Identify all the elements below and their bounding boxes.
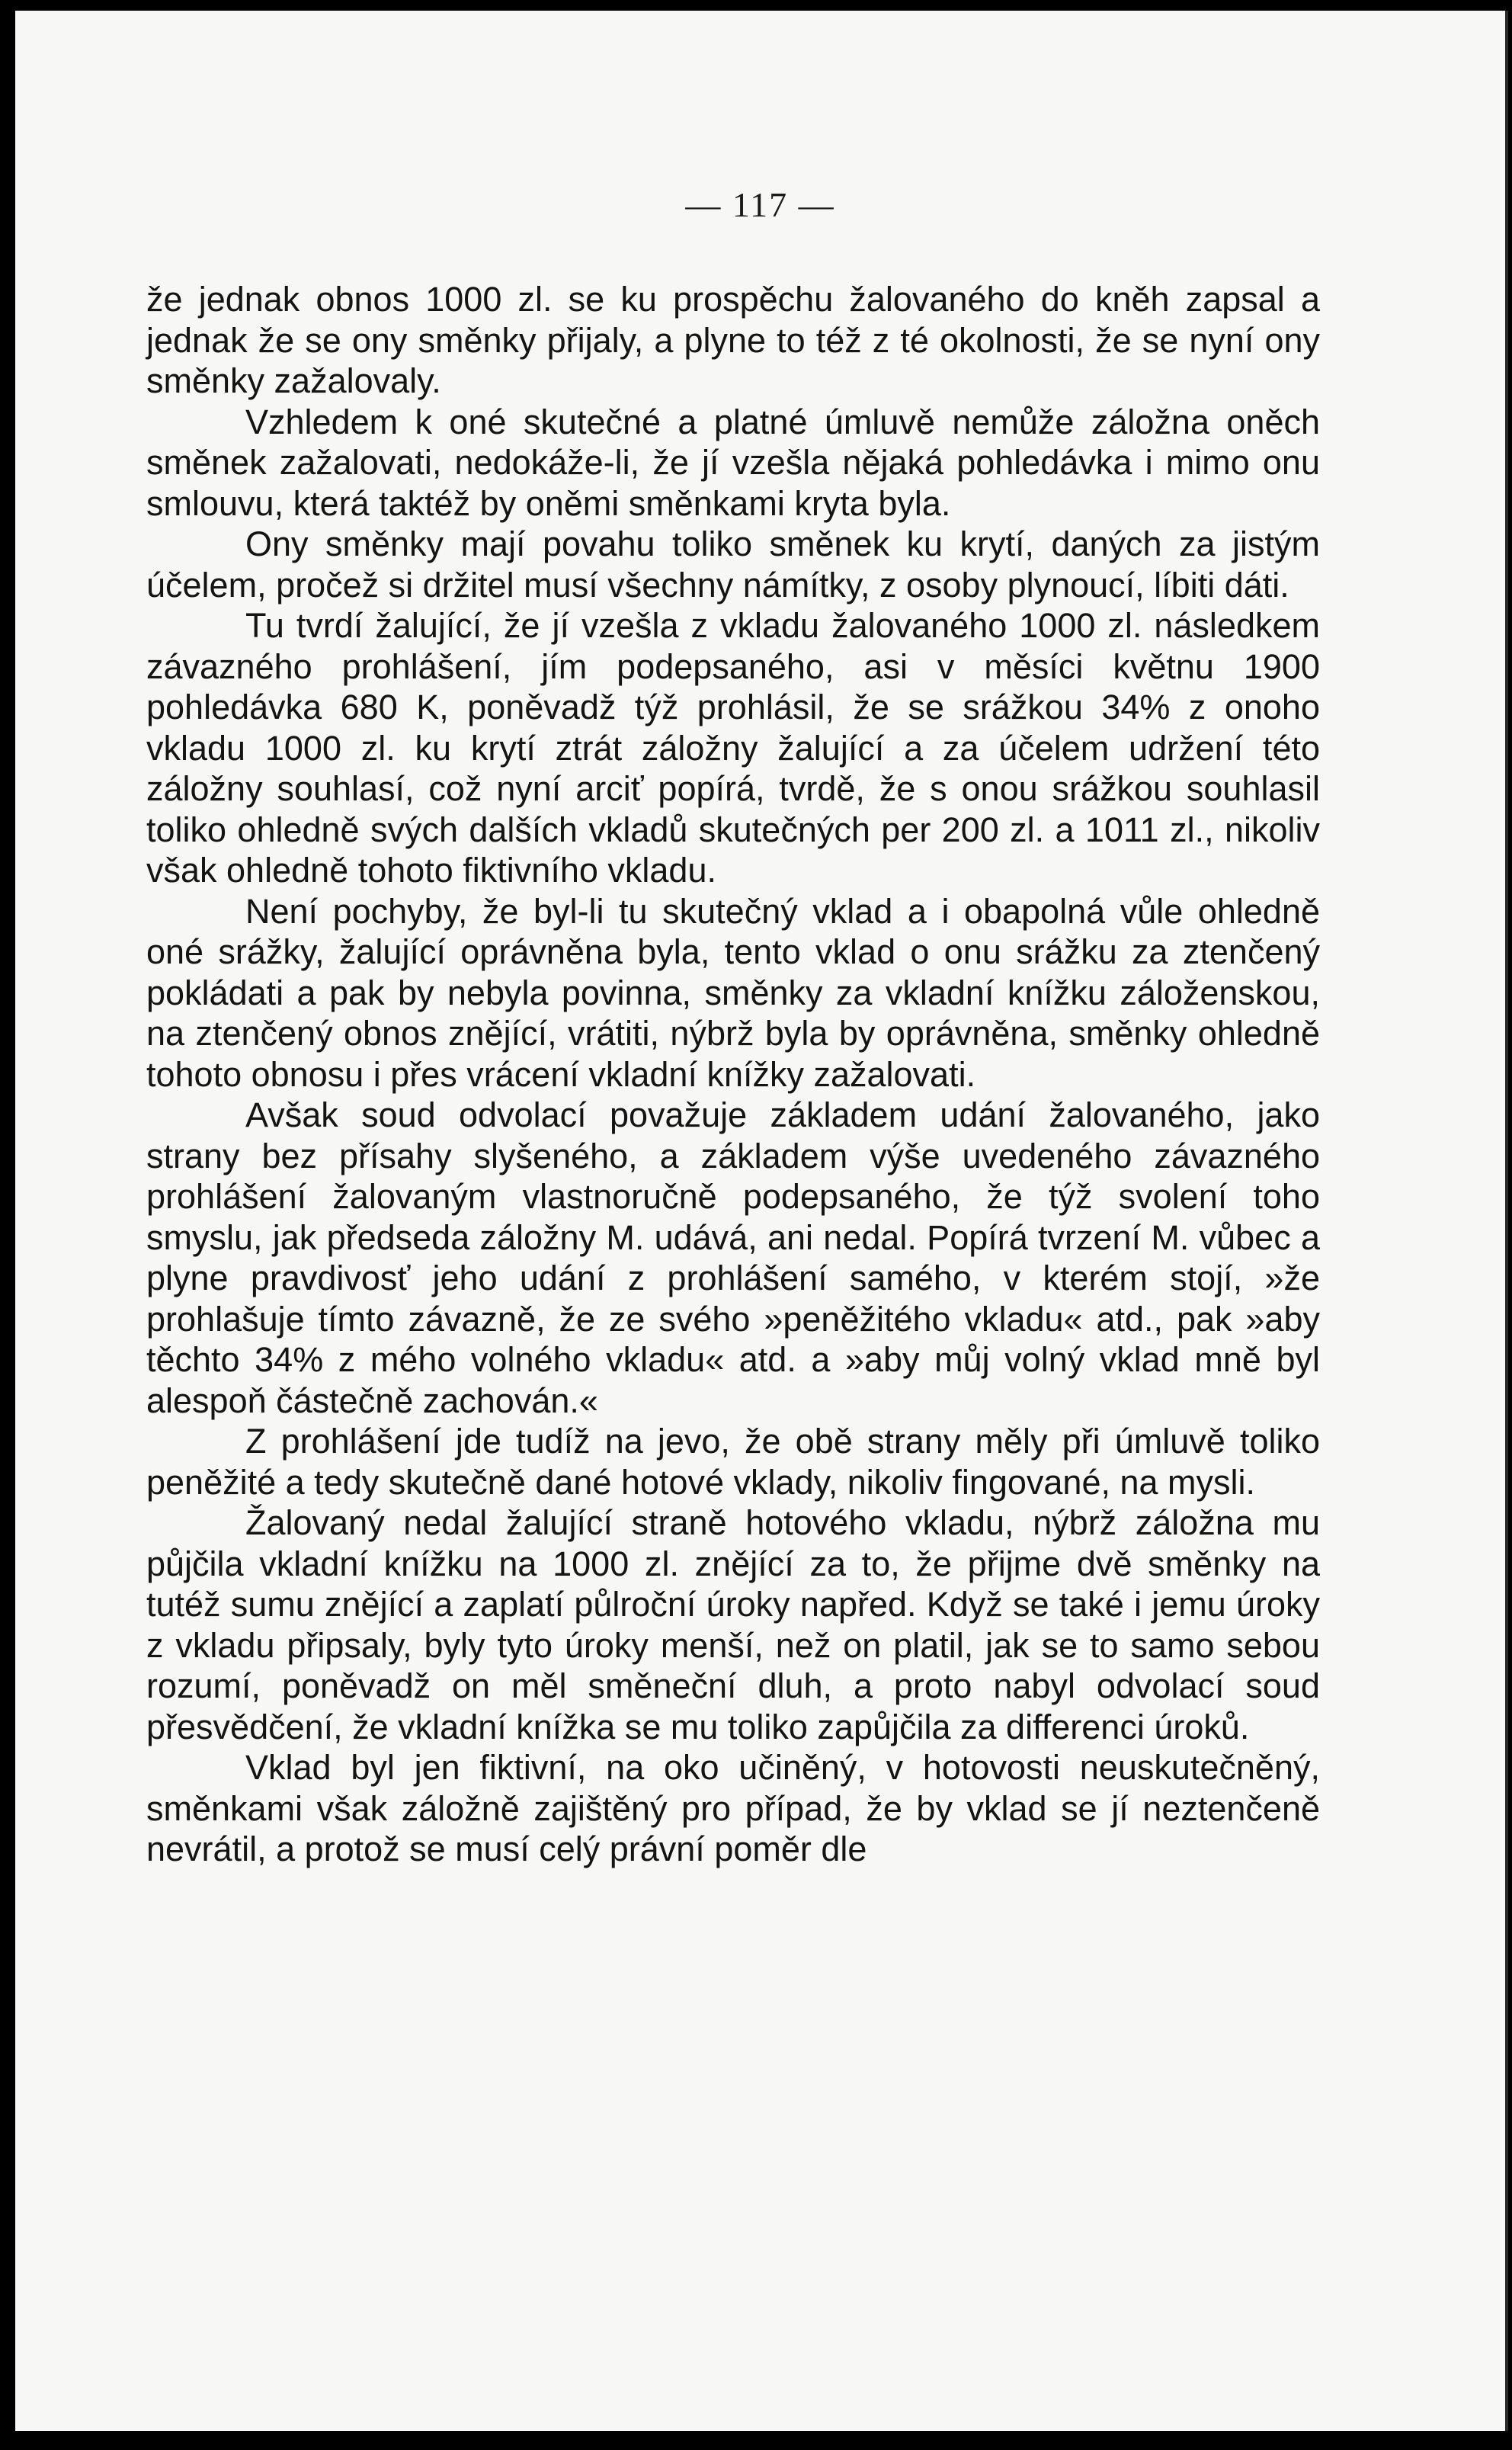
paragraph: Vzhledem k oné skutečné a platné úmluvě nemůže záložna oněch směnek zažalovati, nedokáže-li, že jí vzešla nějaká pohledávka i mimo onu smlouvu, která taktéž by oněmi směnkami kryta byla. — [146, 402, 1320, 523]
paragraph: Ony směnky mají povahu toliko směnek ku krytí, daných za jistým účelem, pročež si držitel musí všechny námítky, z osoby plynoucí, líbiti dáti. — [146, 524, 1320, 604]
paragraph: Vklad byl jen fiktivní, na oko učiněný, v hotovosti neuskutečněný, směnkami však záložně zajištěný pro případ, že by vklad se jí neztenčeně nevrátil, a protož se musí celý právní poměr dle — [146, 1748, 1320, 1868]
paragraph: Tu tvrdí žalující, že jí vzešla z vkladu žalovaného 1000 zl. následkem závazného prohlášení, jím podepsaného, asi v měsíci květnu 1900 pohledávka 680 K, poněvadž týž prohlásil, že se srážkou 34% z onoho vkladu 1000 zl. ku krytí ztrát záložny žalující a za účelem udržení této záložny souhlasí, což nyní arciť popírá, tvrdě, že s onou srážkou souhlasil toliko ohledně svých dalších vkladů skutečných per 200 zl. a 1011 zl., nikoliv však ohledně tohoto fiktivního vkladu. — [146, 606, 1320, 890]
body-text — [146, 279, 1320, 1870]
paragraph: Není pochyby, že byl-li tu skutečný vklad a i obapolná vůle ohledně oné srážky, žalující oprávněna byla, tento vklad o onu srážku za ztenčený pokládati a pak by nebyla povinna, směnky za vkladní knížku záloženskou, na ztenčený obnos znějící, vrátiti, nýbrž byla by oprávněna, směnky ohledně tohoto obnosu i přes vrácení vkladní knížky zažalovati. — [146, 891, 1320, 1094]
book-page — [15, 11, 1508, 2431]
page-number: — 117 — — [685, 185, 835, 224]
paragraph-continuation: že jednak obnos 1000 zl. se ku prospěchu žalovaného do kněh zapsal a jednak že se ony směnky přijaly, a plyne to též z té okolnosti, že se nyní ony směnky zažalovaly. — [146, 280, 1320, 400]
paragraph: Žalovaný nedal žalující straně hotového vkladu, nýbrž záložna mu půjčila vkladní knížku na 1000 zl. znějící za to, že přijme dvě směnky na tutéž sumu znějící a zaplatí půlroční úroky napřed. Když se také i jemu úroky z vkladu připsaly, byly tyto úroky menší, než on platil, jak se to samo sebou rozumí, poněvadž on měl směneční dluh, a proto nabyl odvolací soud přesvědčení, že vkladní knížka se mu toliko zapůjčila za differenci úroků. — [146, 1503, 1320, 1746]
paragraph: Z prohlášení jde tudíž na jevo, že obě strany měly při úmluvě toliko peněžité a tedy skutečně dané hotové vklady, nikoliv fingované, na mysli. — [146, 1422, 1320, 1502]
paragraph: Avšak soud odvolací považuje základem udání žalovaného, jako strany bez přísahy slyšeného, a základem výše uvedeného závazného prohlášení žalovaným vlastnoručně podepsaného, že týž svolení toho smyslu, jak předseda záložny M. udává, ani nedal. Popírá tvrzení M. vůbec a plyne pravdivosť jeho udání z prohlášení samého, v kterém stojí, »že prohlašuje tímto závazně, že ze svého »peněžitého vkladu« atd., pak »aby těchto 34% z mého volného vkladu« atd. a »aby můj volný vklad mně byl alespoň částečně zachován.« — [146, 1095, 1320, 1420]
